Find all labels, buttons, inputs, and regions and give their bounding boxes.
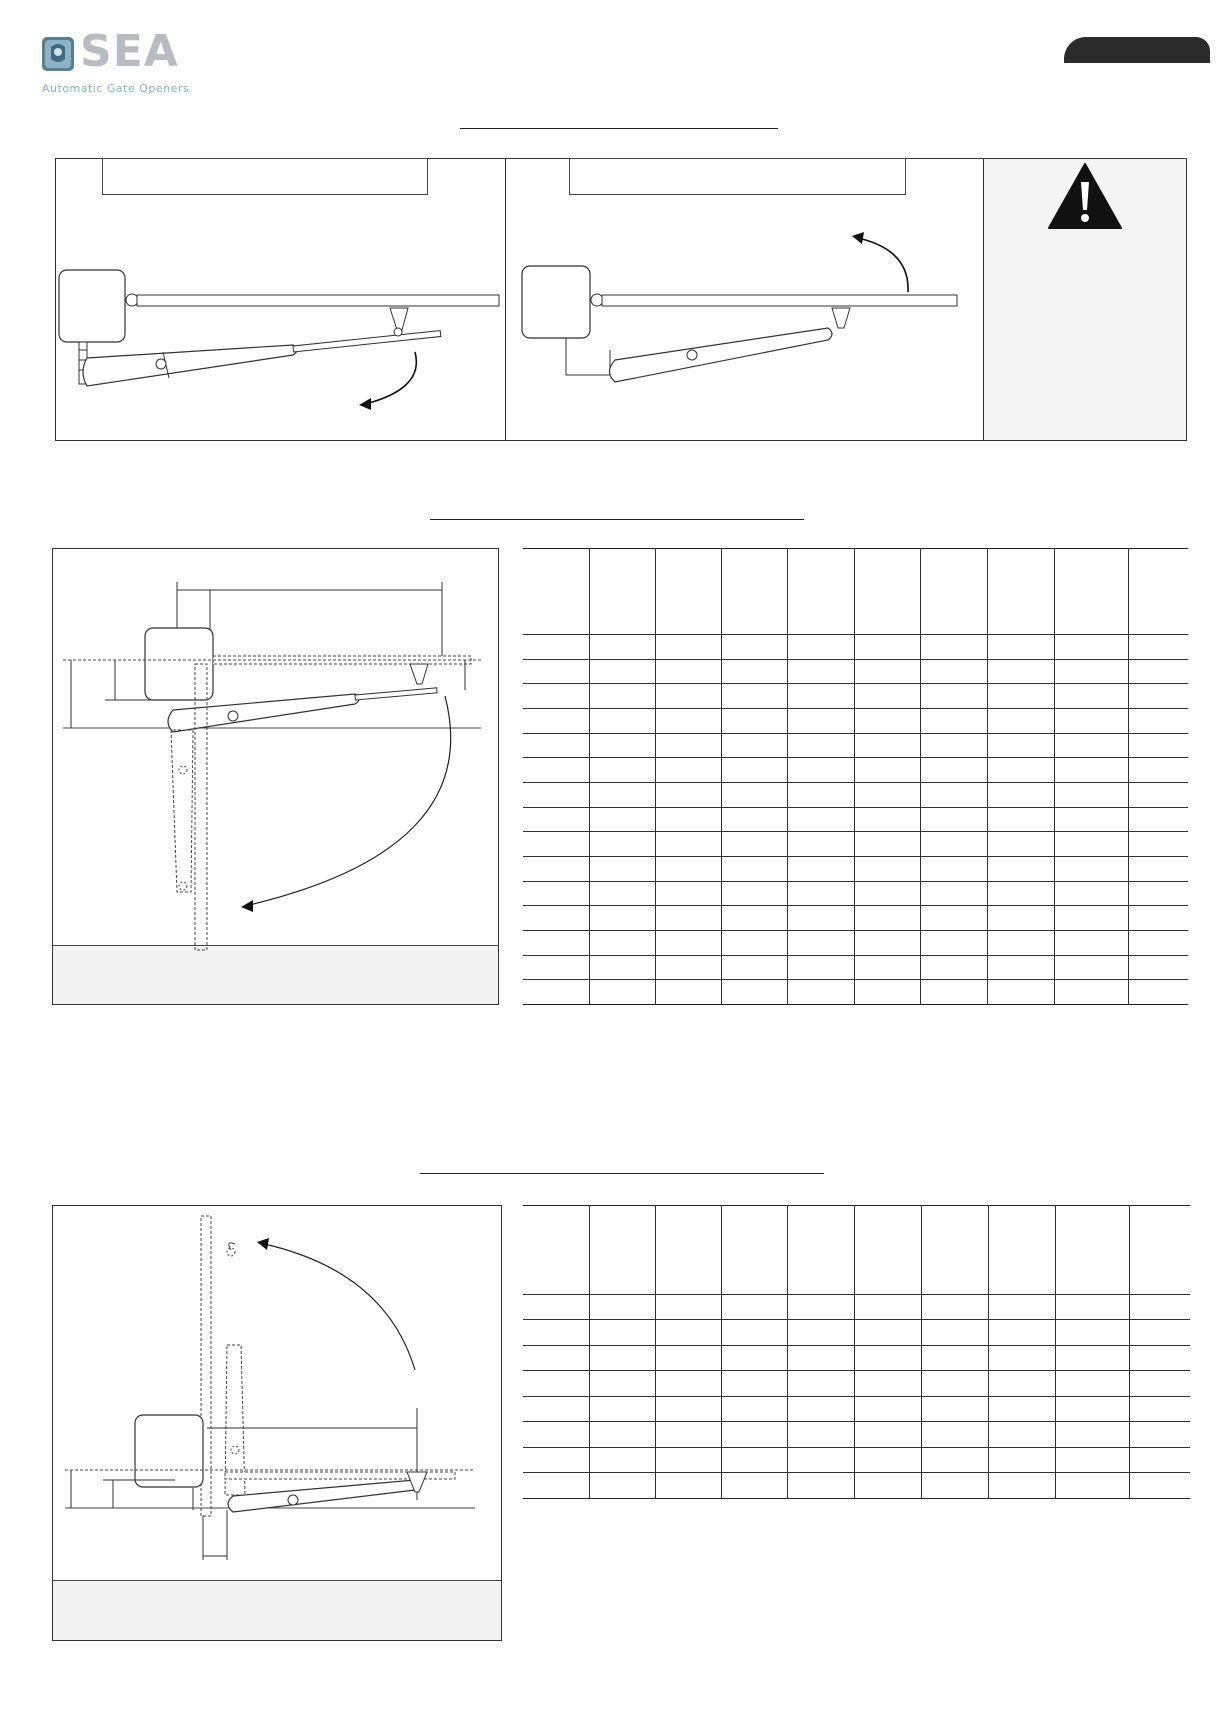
table-row <box>523 782 1188 807</box>
diagram-1-caption-box <box>102 158 428 195</box>
actuator-body <box>83 345 297 386</box>
table-row <box>523 807 1188 832</box>
diagram-2-arm-installation <box>520 230 960 380</box>
sea-logo-mark-icon <box>42 37 74 71</box>
table-row <box>523 733 1188 758</box>
table-row <box>523 856 1188 881</box>
data-table-1 <box>523 548 1188 1005</box>
table-row <box>523 708 1188 733</box>
table-row <box>523 1447 1190 1473</box>
section-3-diagram-caption <box>53 1580 501 1640</box>
table-row <box>523 1396 1190 1422</box>
diagram-3-opening-geometry <box>55 580 495 940</box>
table-row <box>523 980 1188 1005</box>
warning-triangle-icon <box>1047 162 1123 230</box>
pillar-box <box>59 270 125 342</box>
table-row <box>523 758 1188 783</box>
gate-leaf-closed <box>213 656 471 664</box>
diagram-2-caption-box <box>569 158 906 195</box>
diagram-4-opening-geometry <box>55 1210 499 1570</box>
table-row <box>523 1294 1190 1320</box>
gate-leaf <box>137 295 499 306</box>
table-row <box>523 906 1188 931</box>
section-1-divider-a <box>505 158 506 441</box>
table-row <box>523 634 1188 659</box>
table-2-header-row <box>523 1206 1190 1295</box>
section-2-heading-rule <box>430 519 804 520</box>
table-row <box>523 832 1188 857</box>
page-corner-tab <box>1064 37 1210 63</box>
brand-logo-text: SEA <box>80 26 179 77</box>
pillar-box <box>522 266 590 338</box>
actuator-rod <box>293 331 441 352</box>
pillar-box <box>135 1415 203 1487</box>
table-row <box>523 684 1188 709</box>
table-row <box>523 1320 1190 1346</box>
table-row <box>523 881 1188 906</box>
data-table-2 <box>523 1205 1190 1499</box>
brand-tagline: Automatic Gate Openers <box>42 82 190 95</box>
table-row <box>523 1473 1190 1499</box>
section-1-heading-rule <box>460 128 778 129</box>
table-row <box>523 1371 1190 1397</box>
section-2-diagram-caption <box>53 945 498 1004</box>
table-row <box>523 1422 1190 1448</box>
table-row <box>523 1345 1190 1371</box>
gate-leaf <box>602 295 957 306</box>
table-row <box>523 955 1188 980</box>
diagram-1-arm-installation <box>57 200 503 438</box>
table-1-header-row <box>523 549 1188 635</box>
table-row <box>523 930 1188 955</box>
actuator-body <box>610 328 833 382</box>
section-3-heading-rule <box>420 1173 824 1174</box>
actuator-body <box>228 1480 419 1512</box>
table-row <box>523 659 1188 684</box>
